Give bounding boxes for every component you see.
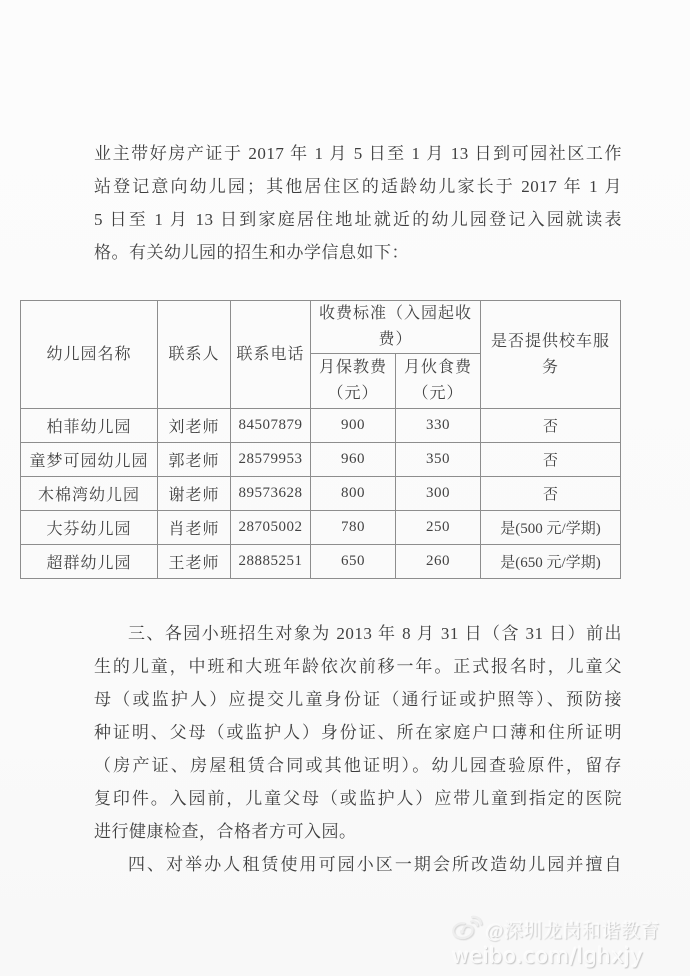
cell-kindergarten-name: 柏菲幼儿园	[21, 409, 158, 443]
header-bus-service	[481, 301, 621, 409]
table-row	[21, 409, 621, 443]
table-row	[21, 511, 621, 545]
cell-kindergarten-name: 木棉湾幼儿园	[21, 477, 158, 511]
text-line: 进行健康检查，合格者方可入园。	[94, 822, 357, 841]
cell-bus-service: 是(500 元/学期)	[481, 511, 621, 545]
text-line: 站登记意向幼儿园；其他居住区的适龄幼儿家长于 2017 年 1 月	[94, 177, 622, 196]
cell-care-fee: 960	[311, 443, 396, 477]
watermark-account: @深圳龙岗和谐教育	[486, 920, 660, 942]
cell-contact-person: 郭老师	[158, 443, 231, 477]
weibo-watermark	[450, 914, 688, 968]
watermark-line-1	[450, 914, 688, 944]
paragraph-section-three	[94, 617, 622, 848]
weibo-eye-icon	[450, 915, 482, 943]
cell-bus-service: 否	[481, 477, 621, 511]
cell-bus-service: 否	[481, 443, 621, 477]
header-kindergarten-name: 幼儿园名称	[21, 301, 158, 409]
header-bus-service-label: 是否提供校车服务	[490, 332, 610, 376]
cell-meal-fee: 350	[396, 443, 481, 477]
table-row	[21, 443, 621, 477]
header-contact-person: 联系人	[158, 301, 231, 409]
cell-contact-phone: 89573628	[231, 477, 311, 511]
text-line: （房产证、房屋租赁合同或其他证明）。幼儿园查验原件，留存	[94, 756, 622, 775]
text-line: 种证明、父母（或监护人）身份证、所在家庭户口薄和住所证明	[94, 723, 622, 742]
text-line: 业主带好房产证于 2017 年 1 月 5 日至 1 月 13 日到可园社区工作	[94, 144, 622, 163]
cell-contact-phone: 84507879	[231, 409, 311, 443]
header-contact-phone: 联系电话	[231, 301, 311, 409]
cell-contact-phone: 28885251	[231, 545, 311, 579]
cell-bus-service: 否	[481, 409, 621, 443]
cell-kindergarten-name: 超群幼儿园	[21, 545, 158, 579]
cell-contact-phone: 28705002	[231, 511, 311, 545]
cell-meal-fee: 260	[396, 545, 481, 579]
kindergarten-info-table	[20, 300, 621, 579]
watermark-url: weibo.com/lghxjy	[452, 944, 644, 968]
cell-meal-fee: 250	[396, 511, 481, 545]
table-header-row-1	[21, 301, 621, 354]
cell-care-fee: 900	[311, 409, 396, 443]
text-line: 生的儿童，中班和大班年龄依次前移一年。正式报名时，儿童父	[94, 657, 622, 676]
cell-contact-person: 谢老师	[158, 477, 231, 511]
header-fee-standard	[311, 301, 481, 354]
cell-kindergarten-name: 童梦可园幼儿园	[21, 443, 158, 477]
cell-care-fee: 780	[311, 511, 396, 545]
text-line: 复印件。入园前，儿童父母（或监护人）应带儿童到指定的医院	[94, 789, 622, 808]
header-monthly-care-fee	[311, 354, 396, 409]
cell-contact-person: 肖老师	[158, 511, 231, 545]
paragraph-intro	[94, 137, 622, 269]
table-row	[21, 477, 621, 511]
header-monthly-care-fee-label: 月保教费（元）	[318, 359, 387, 402]
cell-meal-fee: 330	[396, 409, 481, 443]
text-line: 三、各园小班招生对象为 2013 年 8 月 31 日（含 31 日）前出	[128, 624, 622, 643]
text-line: 母（或监护人）应提交儿童身份证（通行证或护照等）、预防接	[94, 690, 622, 709]
cell-care-fee: 650	[311, 545, 396, 579]
text-line: 5 日至 1 月 13 日到家庭居住地址就近的幼儿园登记入园就读表	[94, 210, 622, 229]
cell-kindergarten-name: 大芬幼儿园	[21, 511, 158, 545]
cell-contact-person: 刘老师	[158, 409, 231, 443]
text-line: 格。有关幼儿园的招生和办学信息如下：	[94, 243, 409, 262]
header-monthly-meal-fee	[396, 354, 481, 409]
cell-meal-fee: 300	[396, 477, 481, 511]
cell-contact-phone: 28579953	[231, 443, 311, 477]
header-monthly-meal-fee-label: 月伙食费（元）	[403, 359, 472, 402]
header-fee-standard-label: 收费标准（入园起收费）	[318, 305, 472, 348]
body-paragraphs	[94, 617, 622, 881]
table-row	[21, 545, 621, 579]
cell-bus-service: 是(650 元/学期)	[481, 545, 621, 579]
paragraph-section-four	[94, 848, 622, 881]
cell-contact-person: 王老师	[158, 545, 231, 579]
cell-care-fee: 800	[311, 477, 396, 511]
text-line: 四、对举办人租赁使用可园小区一期会所改造幼儿园并擅自	[128, 855, 622, 874]
